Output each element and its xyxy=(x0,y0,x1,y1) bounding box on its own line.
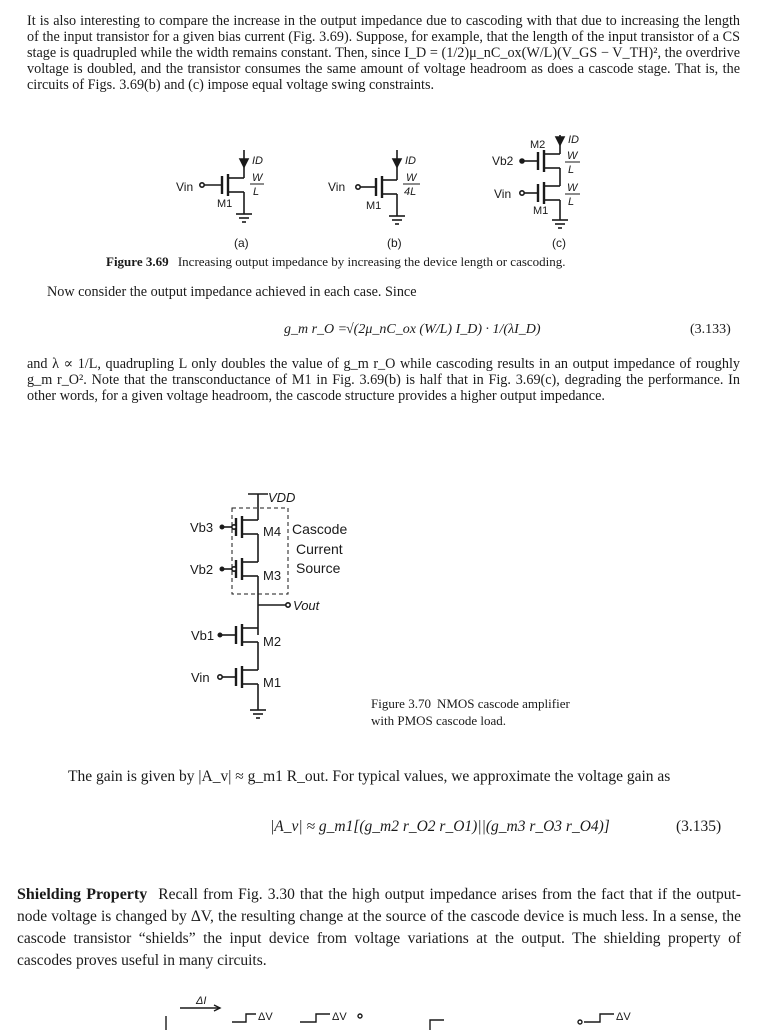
figure-3-70-caption-line2: with PMOS cascode load. xyxy=(371,713,507,728)
fig369c-l-bot-label: L xyxy=(568,196,575,208)
fig369b-circuit xyxy=(356,150,405,224)
fig369b-sub-label: (b) xyxy=(387,236,402,250)
fig369c-w-top-label: W xyxy=(567,150,578,162)
fig369c-vin-label: Vin xyxy=(494,187,512,201)
fig369c-m1-label: M1 xyxy=(533,205,549,217)
fig369c-m2-label: M2 xyxy=(530,139,546,151)
figure-3-70-caption xyxy=(371,695,570,729)
fig369a-circuit xyxy=(200,150,252,222)
fig370-m2-label: M2 xyxy=(263,634,282,649)
fig370-m4-label: M4 xyxy=(263,524,282,539)
fig370-vdd-label: VDD xyxy=(268,490,296,505)
fig370-box-label-3: Source xyxy=(296,560,341,576)
bottom-figure xyxy=(0,990,768,1030)
fig369b-id-label: ID xyxy=(405,155,416,167)
intro-paragraph: It is also interesting to compare the increase in the output impedance due to cascoding with that due to increasing the length of the input transistor for a given bias current (Fig. 3.69). Suppose, for example, that the length of the input transistor of a CS stage is quadrupled while the width remains constant. Then, since I_D = (1/2)μ_nC_ox(W/L)(V_GS − V_TH)², the overdrive voltage is doubled, and the transistor consumes the same amount of voltage headroom as does a cascode stage. That is, the circuits of Figs. 3.69(b) and (c) impose equal voltage swing constraints. xyxy=(27,13,740,93)
fig369b-l-label: 4L xyxy=(404,186,417,198)
fig370-box-label-1: Cascode xyxy=(292,521,348,537)
shielding-title: Shielding Property xyxy=(17,886,148,903)
fig370-vb2-label: Vb2 xyxy=(190,562,214,577)
shielding-paragraph xyxy=(17,884,741,972)
equation-3-135: |A_v| ≈ g_m1[(g_m2 r_O2 r_O1)||(g_m3 r_O3 r_O4)] xyxy=(270,818,610,835)
bottom-delta-i-label: ΔI xyxy=(196,995,207,1007)
fig369b-w-label: W xyxy=(406,172,417,184)
fig369c-w-bot-label: W xyxy=(567,182,578,194)
equation-3-133-number: (3.133) xyxy=(690,322,731,337)
bottom-delta-v-label-3: ΔV xyxy=(616,1011,631,1023)
middle-paragraph: and λ ∝ 1/L, quadrupling L only doubles the value of g_m r_O while cascoding results in an output impedance of roughly g_m r_O². Note that the transconductance of M1 in Fig. 3.69(b) is half that in Fig. 3.69(c), degrading the performance. In other words, for a given voltage headroom, the cascode structure provides a higher output impedance. xyxy=(27,356,740,404)
fig369b-vin-label: Vin xyxy=(328,180,346,194)
figure-3-70-caption-line1: NMOS cascode amplifier xyxy=(436,696,570,711)
figure-3-70-caption-num: Figure 3.70 xyxy=(371,696,431,711)
fig370-vb1-label: Vb1 xyxy=(191,628,215,643)
fig369c-l-top-label: L xyxy=(568,164,575,176)
bottom-figure-waveforms xyxy=(166,1005,614,1030)
fig369b-m-label: M1 xyxy=(366,200,382,212)
fig370-m1-label: M1 xyxy=(263,675,282,690)
fig369c-sub-label: (c) xyxy=(552,236,566,250)
fig370-vin-label: Vin xyxy=(191,670,210,685)
fig369a-w-label: W xyxy=(252,172,263,184)
shielding-text: Recall from Fig. 3.30 that the high output impedance arises from the fact that if the output-node voltage is changed by ΔV, the resulting change at the source of the cascode device is much less. In a sense, the cascode transistor “shields” the input device from voltage variations at the output. The shielding property of cascodes proves useful in many circuits. xyxy=(17,886,742,969)
fig369c-id-label: ID xyxy=(568,134,579,146)
fig370-m3-label: M3 xyxy=(263,568,282,583)
since-paragraph: Now consider the output impedance achieved in each case. Since xyxy=(47,284,417,300)
equation-3-135-number: (3.135) xyxy=(676,818,722,835)
bottom-delta-v-label-2: ΔV xyxy=(332,1011,347,1023)
figure-3-69-caption-num: Figure 3.69 xyxy=(106,254,169,269)
fig370-box-label-2: Current xyxy=(296,541,343,557)
fig369a-m-label: M1 xyxy=(217,198,233,210)
gain-paragraph: The gain is given by |A_v| ≈ g_m1 R_out. For typical values, we approximate the voltage gain as xyxy=(68,768,671,785)
fig369a-vin-label: Vin xyxy=(176,180,194,194)
fig370-vb3-label: Vb3 xyxy=(190,520,214,535)
figure-3-69-caption-text: Increasing output impedance by increasing the device length or cascoding. xyxy=(177,254,566,269)
fig369a-id-label: ID xyxy=(252,155,263,167)
equation-3-133-rhs: √(2μ_nC_ox (W/L) I_D) · 1/(λI_D) xyxy=(346,322,541,337)
fig370-vout-label: Vout xyxy=(293,598,320,613)
fig369a-l-label: L xyxy=(253,186,260,198)
equation-3-133-lhs: g_m r_O = xyxy=(284,322,348,337)
bottom-delta-v-label-1: ΔV xyxy=(258,1011,273,1023)
figure-3-69 xyxy=(0,0,768,280)
figure-3-69-caption xyxy=(106,254,566,270)
fig369c-vb2-label: Vb2 xyxy=(492,154,514,168)
fig369a-sub-label: (a) xyxy=(234,236,249,250)
